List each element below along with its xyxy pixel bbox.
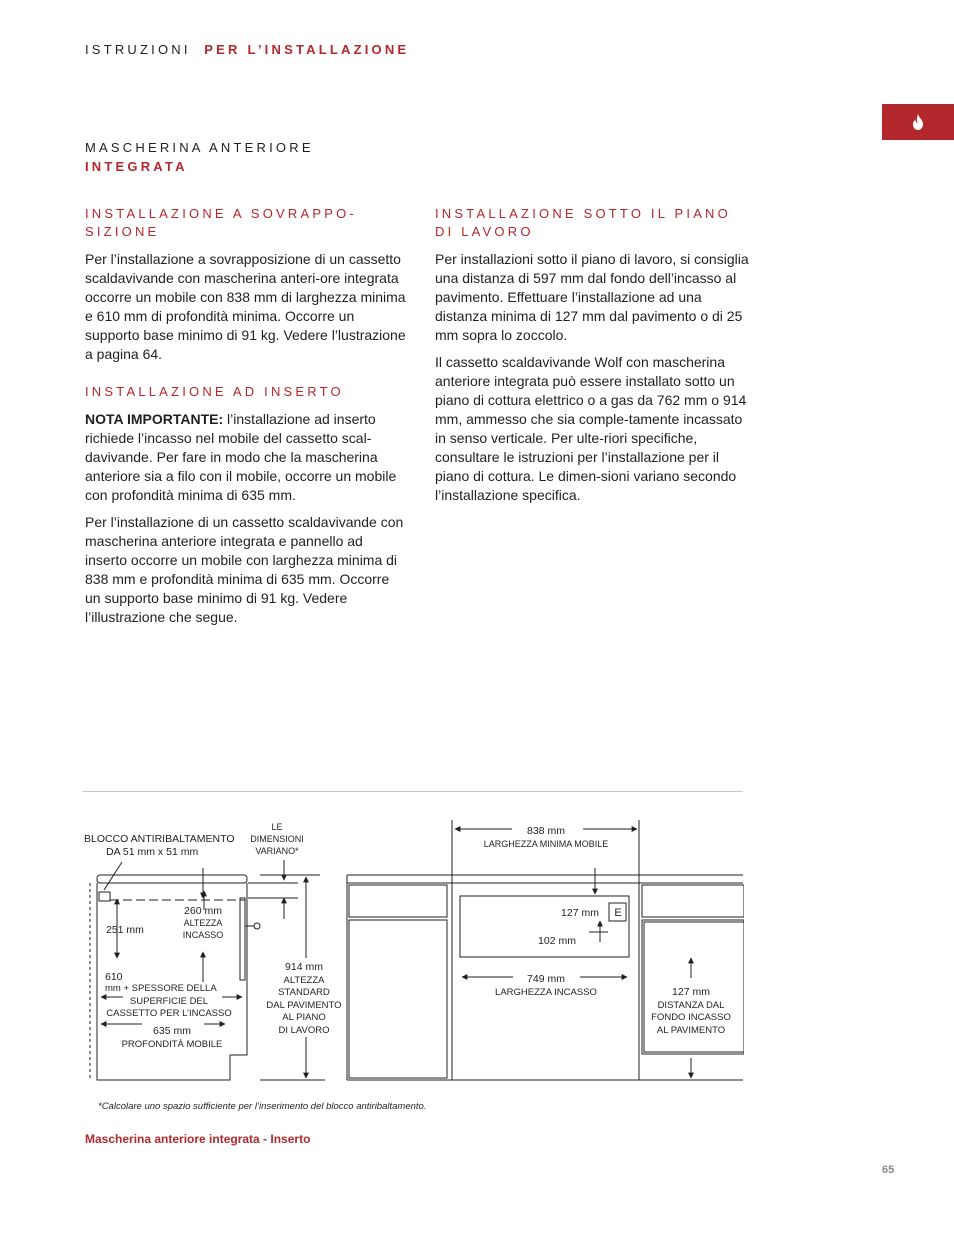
header-title: PER L’INSTALLAZIONE: [204, 42, 410, 57]
label-di-lavoro: DI LAVORO: [278, 1025, 330, 1036]
label-260: 260 mm: [184, 905, 222, 917]
subheading-under-counter: [435, 205, 757, 241]
label-e: E: [614, 907, 622, 919]
label-altezza: ALTEZZA: [183, 918, 223, 928]
label-635: 635 mm: [153, 1025, 191, 1037]
label-102: 102 mm: [538, 935, 576, 947]
drawer-front-side: [240, 898, 245, 980]
section-tab: [882, 104, 954, 140]
countertop-side: [97, 875, 247, 883]
label-127-a: 127 mm: [561, 907, 599, 919]
label-incasso: INCASSO: [182, 930, 224, 940]
label-838: 838 mm: [527, 825, 565, 837]
left-column: [85, 205, 407, 635]
important-note-label: NOTA IMPORTANTE:: [85, 411, 224, 427]
under-counter-paragraph-1: Per installazioni sotto il piano di lavoro, si consiglia una distanza di 597 mm dal fondo dell’incasso al pavimento. Effettuare l’installazione ad una distanza minima di 127 mm dal pavimento o di 25 mm sopra lo zoccolo.: [435, 251, 749, 343]
section-title-line2: INTEGRATA: [85, 159, 188, 174]
subheading-overlay: [85, 205, 407, 241]
label-superficie: SUPERFICIE DEL: [129, 996, 209, 1007]
figure-caption: Mascherina anteriore integrata - Inserto: [85, 1132, 311, 1146]
label-127-b: 127 mm: [672, 986, 710, 998]
important-note: [85, 410, 407, 505]
label-larghezza-minima: LARGHEZZA MINIMA MOBILE: [483, 839, 609, 849]
running-header: [85, 42, 409, 57]
label-altezza-2: ALTEZZA: [283, 975, 325, 986]
inset-paragraph: Per l’installazione di un cassetto scaldavivande con mascherina anteriore integrata e pannello ad inserto occorre un mobile con larghezza minima di 838 mm e profondità minima di 635 mm. Occorre un supporto base minimo di 91 kg. Vedere l’illustrazione che segue.: [85, 514, 404, 625]
label-standard: STANDARD: [278, 987, 330, 998]
label-914: 914 mm: [285, 961, 323, 973]
label-mm-plus: mm + SPESSORE DELLA: [105, 983, 217, 994]
subheading-under-counter-line1: INSTALLAZIONE SOTTO IL PIANO: [435, 206, 731, 221]
subheading-overlay-line2: SIZIONE: [85, 224, 160, 239]
page-number: 65: [882, 1164, 895, 1176]
label-anti-tip-size: DA 51 mm x 51 mm: [106, 846, 199, 858]
header-prefix: ISTRUZIONI: [85, 42, 191, 57]
overlay-paragraph: Per l’installazione a sovrapposizione di un cassetto scaldavivande con mascherina anteri-ore integrata occorre un mobile con 838 mm di larghezza minima e 610 mm di profondità minima. Occorre un supporto base minimo di 91 kg. Vedere l’lustrazione a pagina 64.: [85, 251, 406, 362]
anti-tip-block: [99, 892, 110, 901]
label-cassetto: CASSETTO PER L’INCASSO: [106, 1008, 232, 1019]
important-note-text: l’installazione ad inserto richiede l’incasso nel mobile del cassetto scal-davivande. Per fare in modo che la mascherina anteriore sia a filo con il mobile, occorre un mobile con profondità minima di 635 mm.: [85, 411, 397, 503]
flame-icon: [912, 114, 924, 130]
divider: [83, 791, 743, 792]
section-title-line1: MASCHERINA ANTERIORE: [85, 140, 314, 155]
label-749: 749 mm: [527, 973, 565, 985]
label-dal-pavimento: DAL PAVIMENTO: [266, 1000, 342, 1011]
subheading-overlay-line1: INSTALLAZIONE A SOVRAPPO-: [85, 206, 357, 221]
label-fondo-incasso: FONDO INCASSO: [651, 1012, 731, 1023]
subheading-inset: INSTALLAZIONE AD INSERTO: [85, 384, 344, 399]
label-al-pavimento: AL PAVIMENTO: [656, 1025, 726, 1036]
label-251: 251 mm: [106, 924, 144, 936]
label-variano: VARIANO*: [255, 846, 299, 856]
right-column: [435, 205, 757, 513]
label-le: LE: [271, 822, 283, 832]
installation-diagram: [80, 810, 744, 1085]
drawer-front: [460, 896, 629, 957]
subheading-under-counter-line2: DI LAVORO: [435, 224, 534, 239]
footnote: *Calcolare uno spazio sufficiente per l’inserimento del blocco antiribaltamento.: [98, 1101, 427, 1112]
label-distanza: DISTANZA DAL: [657, 1000, 725, 1011]
label-profondita-mobile: PROFONDITÀ MOBILE: [121, 1039, 223, 1050]
label-dimensioni: DIMENSIONI: [250, 834, 304, 844]
label-larghezza-incasso: LARGHEZZA INCASSO: [495, 987, 597, 998]
under-counter-paragraph-2: Il cassetto scaldavivande Wolf con mascherina anteriore integrata può essere installato sotto un piano di cottura elettrico o a gas da 762 mm o 914 mm, ammesso che sia comple-tamente incassato in senso verticale. Per ulte-riori specifiche, consultare le istruzioni per l’installazione per il piano di cottura. Le dimen-sioni variano secondo l’installazione specifica.: [435, 354, 747, 503]
label-anti-tip: BLOCCO ANTIRIBALTAMENTO: [84, 833, 235, 845]
section-title: [85, 138, 314, 176]
label-al-piano: AL PIANO: [282, 1012, 326, 1023]
label-610: 610: [105, 971, 123, 983]
